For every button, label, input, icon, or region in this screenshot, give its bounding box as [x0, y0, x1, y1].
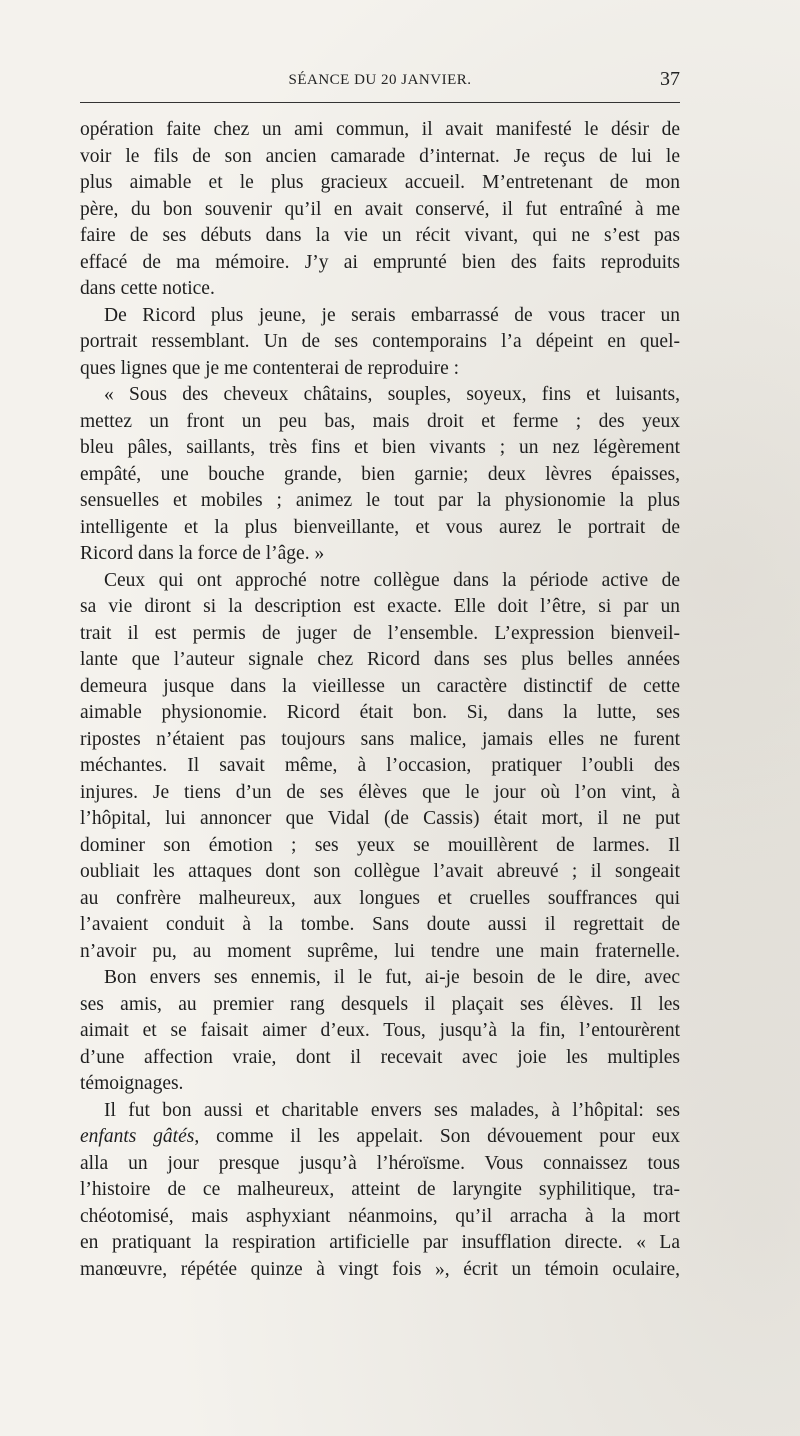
text-content: alla un jour presque jusqu’à l’héroïsme. Vous connaissez tous	[80, 1152, 680, 1174]
text-content: lante que l’auteur signale chez Ricord dans ses plus belles années	[80, 649, 680, 670]
text-line	[80, 1045, 680, 1072]
text-content: en pratiquant la respiration artificielle par insufflation directe. « La	[80, 1232, 680, 1253]
text-content: Ceux qui ont approché notre collègue dans la période active de	[104, 569, 680, 591]
text-line	[80, 727, 680, 754]
body-text	[80, 117, 680, 1283]
text-content: intelligente et la plus bienveillante, et vous aurez le portrait de	[80, 516, 680, 538]
text-content: chéotomisé, mais asphyxiant néanmoins, qu’il arracha à la mort	[80, 1205, 680, 1227]
text-content: De Ricord plus jeune, je serais embarrassé de vous tracer un	[104, 304, 680, 326]
text-line	[80, 462, 680, 489]
text-content: dans cette notice.	[80, 278, 215, 299]
text-content: « Sous des cheveux châtains, souples, soyeux, fins et luisants,	[104, 384, 680, 405]
text-line	[80, 674, 680, 701]
text-line	[80, 1071, 680, 1098]
text-content: oubliait les attaques dont son collègue l’avait abreuvé ; il songeait	[80, 861, 680, 882]
page-header	[80, 68, 680, 94]
text-line	[80, 250, 680, 277]
text-line	[80, 859, 680, 886]
text-content: n’avoir pu, au moment suprême, lui tendre une main fraternelle.	[80, 940, 680, 962]
text-content: effacé de ma mémoire. J’y ai emprunté bien des faits reproduits	[80, 251, 680, 273]
text-line	[80, 197, 680, 224]
text-line	[80, 382, 680, 409]
text-line	[80, 1177, 680, 1204]
text-line	[80, 753, 680, 780]
text-line	[80, 170, 680, 197]
text-content: portrait ressemblant. Un de ses contemporains l’a dépeint en quel-	[80, 331, 680, 352]
text-segment: , comme il les appelait. Son dévouement pour eux	[194, 1126, 680, 1147]
text-line	[80, 568, 680, 595]
text-content: bleu pâles, saillants, très fins et bien vivants ; un nez légèrement	[80, 437, 680, 458]
header-rule	[80, 102, 680, 103]
text-content: faire de ses débuts dans la vie un récit vivant, qui ne s’est pas	[80, 225, 680, 246]
text-line	[80, 1124, 680, 1151]
text-line	[80, 223, 680, 250]
text-line	[80, 144, 680, 171]
text-content: trait il est permis de juger de l’ensemble. L’expression bienveil-	[80, 622, 680, 644]
text-line	[80, 700, 680, 727]
text-content: ses amis, au premier rang desquels il plaçait ses élèves. Il les	[80, 993, 680, 1015]
text-line	[80, 965, 680, 992]
text-content: aimait et se faisait aimer d’eux. Tous, jusqu’à la fin, l’entourèrent	[80, 1020, 680, 1041]
text-content: mettez un front un peu bas, mais droit et ferme ; des yeux	[80, 410, 680, 432]
text-content: Il fut bon aussi et charitable envers ses malades, à l’hôpital: ses	[104, 1099, 680, 1121]
text-line	[80, 1230, 680, 1257]
text-line	[80, 939, 680, 966]
text-line	[80, 886, 680, 913]
text-line	[80, 780, 680, 807]
text-content: sa vie diront si la description est exacte. Elle doit l’être, si par un	[80, 596, 680, 617]
text-content: aimable physionomie. Ricord était bon. Si, dans la lutte, ses	[80, 702, 680, 723]
text-line	[80, 806, 680, 833]
text-content: d’une affection vraie, dont il recevait avec joie les multiples	[80, 1046, 680, 1068]
text-content: l’avaient conduit à la tombe. Sans doute aussi il regrettait de	[80, 914, 680, 935]
text-content: témoignages.	[80, 1073, 184, 1094]
text-content: ques lignes que je me contenterai de reproduire :	[80, 357, 460, 379]
text-line	[80, 1257, 680, 1284]
text-content: l’histoire de ce malheureux, atteint de laryngite syphilitique, tra-	[80, 1179, 680, 1200]
text-line	[80, 409, 680, 436]
text-line	[80, 435, 680, 462]
text-content: père, du bon souvenir qu’il en avait conservé, il fut entraîné à me	[80, 198, 680, 220]
text-content: l’hôpital, lui annoncer que Vidal (de Cassis) était mort, il ne put	[80, 808, 680, 829]
text-content: plus aimable et le plus gracieux accueil. M’entretenant de mon	[80, 172, 680, 193]
text-line	[80, 1018, 680, 1045]
text-line	[80, 594, 680, 621]
text-content: injures. Je tiens d’un de ses élèves que le jour où l’on vint, à	[80, 781, 680, 803]
text-content: demeura jusque dans la vieillesse un caractère distinctif de cette	[80, 675, 680, 697]
text-line	[80, 515, 680, 542]
text-line	[80, 488, 680, 515]
text-content: sensuelles et mobiles ; animez le tout par la physionomie la plus	[80, 490, 680, 511]
text-content: voir le fils de son ancien camarade d’internat. Je reçus de lui le	[80, 145, 680, 167]
text-line	[80, 276, 680, 303]
text-content: Bon envers ses ennemis, il le fut, ai-je besoin de le dire, avec	[104, 967, 680, 988]
running-title: SÉANCE DU 20 JANVIER.	[288, 72, 472, 88]
italic-phrase: enfants gâtés	[80, 1126, 195, 1147]
text-content: au confrère malheureux, aux longues et cruelles souffrances qui	[80, 887, 680, 909]
text-line	[80, 912, 680, 939]
text-content: dominer son émotion ; ses yeux se mouillèrent de larmes. Il	[80, 834, 680, 856]
text-line	[80, 303, 680, 330]
text-line	[80, 992, 680, 1019]
text-line	[80, 1098, 680, 1125]
text-content: Ricord dans la force de l’âge. »	[80, 543, 325, 564]
text-content: ripostes n’étaient pas toujours sans malice, jamais elles ne furent	[80, 728, 680, 750]
text-content: méchantes. Il savait même, à l’occasion, pratiquer l’oubli des	[80, 755, 680, 776]
text-line	[80, 647, 680, 674]
text-line	[80, 117, 680, 144]
text-content: empâté, une bouche grande, bien garnie; deux lèvres épaisses,	[80, 463, 680, 485]
page-number: 37	[660, 68, 680, 90]
text-content: opération faite chez un ami commun, il avait manifesté le désir de	[80, 119, 680, 140]
text-line	[80, 329, 680, 356]
text-line	[80, 1204, 680, 1231]
text-line	[80, 833, 680, 860]
text-line	[80, 356, 680, 383]
text-line	[80, 541, 680, 568]
text-content: manœuvre, répétée quinze à vingt fois », écrit un témoin oculaire,	[80, 1258, 680, 1280]
text-line	[80, 621, 680, 648]
text-line	[80, 1151, 680, 1178]
